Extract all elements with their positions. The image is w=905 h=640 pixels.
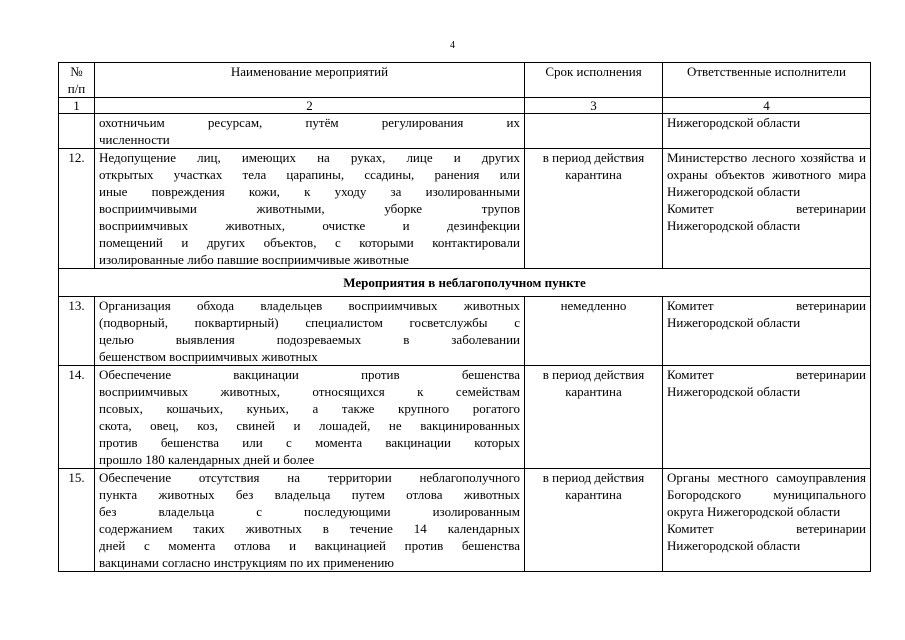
text-line: Комитет ветеринарии <box>667 298 866 313</box>
header-term: Срок исполнения <box>525 63 663 98</box>
text-line: открытых участках тела царапины, ссадины, ранения или <box>99 167 520 182</box>
section-row <box>59 269 871 297</box>
text-line: Комитет ветеринарии <box>667 367 866 382</box>
table-row <box>59 149 871 269</box>
section-header <box>59 269 871 297</box>
measure-responsible <box>663 366 871 469</box>
column-index: 2 <box>95 98 525 114</box>
text-line: (подворный, поквартирный) специалистом госветслужбы с <box>99 315 520 330</box>
measure-responsible <box>663 297 871 366</box>
measure-term <box>525 114 663 149</box>
table-body-bottom <box>59 297 871 572</box>
text-line: численности <box>99 132 170 147</box>
measure-name <box>95 297 525 366</box>
text-line: псовых, кошачьих, куньих, а также крупного рогатого <box>99 401 520 416</box>
measure-name <box>95 469 525 572</box>
text-line: прошло 180 календарных дней и более <box>99 452 315 467</box>
text-line: восприимчивых животных, очистке и дезинфекции <box>99 218 520 233</box>
measure-term: в период действия карантина <box>525 469 663 572</box>
section-title: Мероприятия в неблагополучном пункте <box>59 269 871 297</box>
table-row <box>59 366 871 469</box>
text-line: Комитет ветеринарии <box>667 201 866 216</box>
text-line: бешенством восприимчивых животных <box>99 349 318 364</box>
measure-responsible <box>663 469 871 572</box>
row-number: 14. <box>59 366 95 469</box>
column-index: 4 <box>663 98 871 114</box>
text-line: Организация обхода владельцев восприимчивых животных <box>99 298 520 313</box>
text-line: Обеспечение вакцинации против бешенства <box>99 367 520 382</box>
text-line: вакцинами согласно инструкциям по их применению <box>99 555 395 570</box>
measure-name <box>95 114 525 149</box>
table-body-top <box>59 114 871 269</box>
table-header-row <box>59 63 871 98</box>
text-line: Комитет ветеринарии <box>667 521 866 536</box>
text-line: Нижегородской области <box>667 218 801 233</box>
text-line: Органы местного самоуправления <box>667 470 866 485</box>
row-number: 15. <box>59 469 95 572</box>
measure-term: в период действия карантина <box>525 366 663 469</box>
text-line: без владельца с последующими изолированным <box>99 504 520 519</box>
text-line: Нижегородской области <box>667 115 801 130</box>
text-line: восприимчивыми животными, уборке трупов <box>99 201 520 216</box>
text-line: пункта животных без владельца путем отлова животных <box>99 487 520 502</box>
text-line: изолированные либо павшие восприимчивые животные <box>99 252 409 267</box>
table-row <box>59 114 871 149</box>
text-line: восприимчивых животных, относящихся к семействам <box>99 384 520 399</box>
measure-responsible <box>663 114 871 149</box>
measures-table <box>58 62 871 572</box>
text-line: Богородского муниципального <box>667 487 866 502</box>
row-number <box>59 114 95 149</box>
measure-name <box>95 366 525 469</box>
measure-responsible <box>663 149 871 269</box>
text-line: округа Нижегородской области <box>667 504 841 519</box>
text-line: иные повреждения кожи, к уходу за изолированными <box>99 184 520 199</box>
row-number: 13. <box>59 297 95 366</box>
measure-term: в период действия карантина <box>525 149 663 269</box>
header-name: Наименование мероприятий <box>95 63 525 98</box>
page-number: 4 <box>450 40 455 51</box>
text-line: Нижегородской области <box>667 538 801 553</box>
text-line: Недопущение лиц, имеющих на руках, лице и других <box>99 150 520 165</box>
text-line: помещений и других объектов, с которыми контактировали <box>99 235 520 250</box>
text-line: Обеспечение отсутствия на территории неблагополучного <box>99 470 520 485</box>
row-number: 12. <box>59 149 95 269</box>
text-line: Нижегородской области <box>667 315 801 330</box>
table-row <box>59 297 871 366</box>
text-line: целью выявления подозреваемых в заболевании <box>99 332 520 347</box>
text-line: скота, овец, коз, свиней и лошадей, не вакцинированных <box>99 418 520 433</box>
column-index: 3 <box>525 98 663 114</box>
text-line: против бешенства или с момента вакцинации которых <box>99 435 520 450</box>
text-line: охраны объектов животного мира <box>667 167 866 182</box>
text-line: Нижегородской области <box>667 184 801 199</box>
column-index-row <box>59 98 871 114</box>
header-num: № п/п <box>59 63 95 98</box>
text-line: содержанием таких животных в течение 14 календарных <box>99 521 520 536</box>
text-line: охотничьим ресурсам, путём регулирования их <box>99 115 520 130</box>
measure-term: немедленно <box>525 297 663 366</box>
header-responsible: Ответственные исполнители <box>663 63 871 98</box>
column-index: 1 <box>59 98 95 114</box>
text-line: дней с момента отлова и вакцинацией против бешенства <box>99 538 520 553</box>
text-line: Министерство лесного хозяйства и <box>667 150 866 165</box>
measure-name <box>95 149 525 269</box>
table-row <box>59 469 871 572</box>
text-line: Нижегородской области <box>667 384 801 399</box>
